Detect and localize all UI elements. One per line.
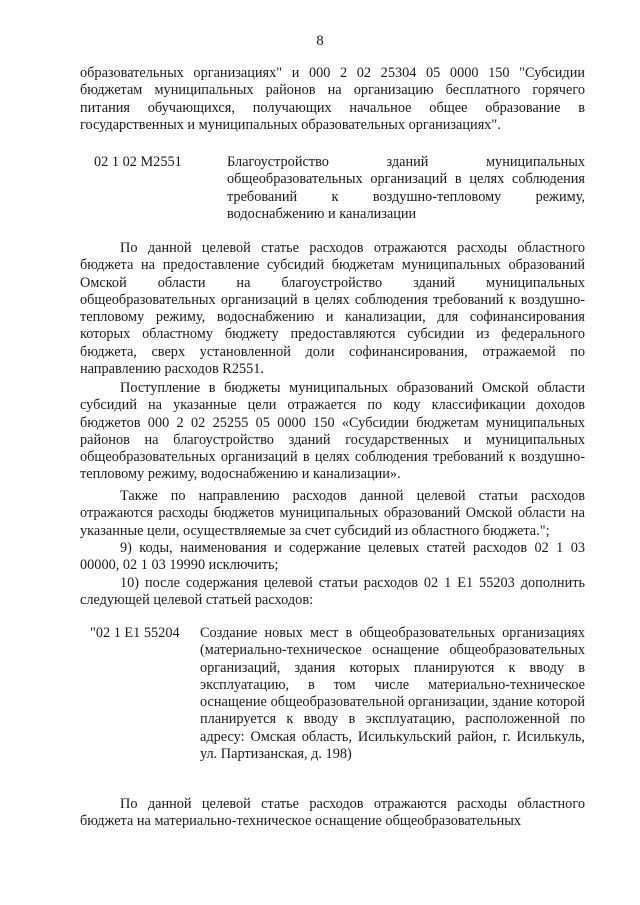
list-item-9: 9) коды, наименования и содержание целевых статей расходов 02 1 03 00000, 02 1 03 19990 исключить; [80,540,585,574]
entry-code: "02 1 E1 55204 [90,625,180,641]
paragraph: По данной целевой статье расходов отражаются расходы областного бюджета на материально-техническое оснащение общеобразовательных [80,796,585,830]
entry-description: Благоустройство зданий муниципальных общеобразовательных организаций в целях соблюдения требований к воздушно-тепловому режиму, водоснабжению и канализации [227,154,585,222]
paragraph: Поступление в бюджеты муниципальных образований Омской области субсидий на указанные цели отражается по коду классификации доходов бюджетов 000 2 02 25255 05 0000 150 «Субсидии бюджетам муниципальных районов на благоустройство зданий государственных и муниципальных общеобразовательных организаций в целях соблюдения требований к воздушно-тепловому режиму, водоснабжению и канализации». [80,380,585,483]
entry-code: 02 1 02 M2551 [94,154,182,170]
paragraph-continuation: образовательных организациях" и 000 2 02 25304 05 0000 150 "Субсидии бюджетам муниципальных районов на организацию бесплатного горячего питания обучающихся, получающих начальное общее образование в государственных и муниципальных образовательных организациях". [80,65,585,133]
paragraph: Также по направлению расходов данной целевой статьи расходов отражаются расходы бюджетов муниципальных образований Омской области на указанные цели, осуществляемые за счет субсидий из областного бюджета."; [80,488,585,539]
paragraph: По данной целевой статье расходов отражаются расходы областного бюджета на предоставление субсидий бюджетам муниципальных образований Омской области на благоустройство зданий муниципальных общеобразовательных организаций в целях соблюдения требований к воздушно-тепловому режиму, водоснабжению и канализации, для софинансирования которых областному бюджету предоставляются субсидии из федерального бюджета, сверх установленной доли софинансирования, отражаемой по направлению расходов R2551. [80,240,585,378]
entry-description: Создание новых мест в общеобразовательных организациях (материально-техническое оснащение общеобразовательных организаций, здания которых планируются к вводу в эксплуатацию, в том числе материально-техническое оснащение общеобразовательной организации, здание которой планируется к вводу в эксплуатацию, расположенной по адресу: Омская область, Исилькульский район, г. Исилькуль, ул. Партизанская, д. 198) [200,625,585,763]
list-item-10: 10) после содержания целевой статьи расходов 02 1 E1 55203 дополнить следующей целевой статьей расходов: [80,575,585,609]
page-number: 8 [316,33,324,49]
